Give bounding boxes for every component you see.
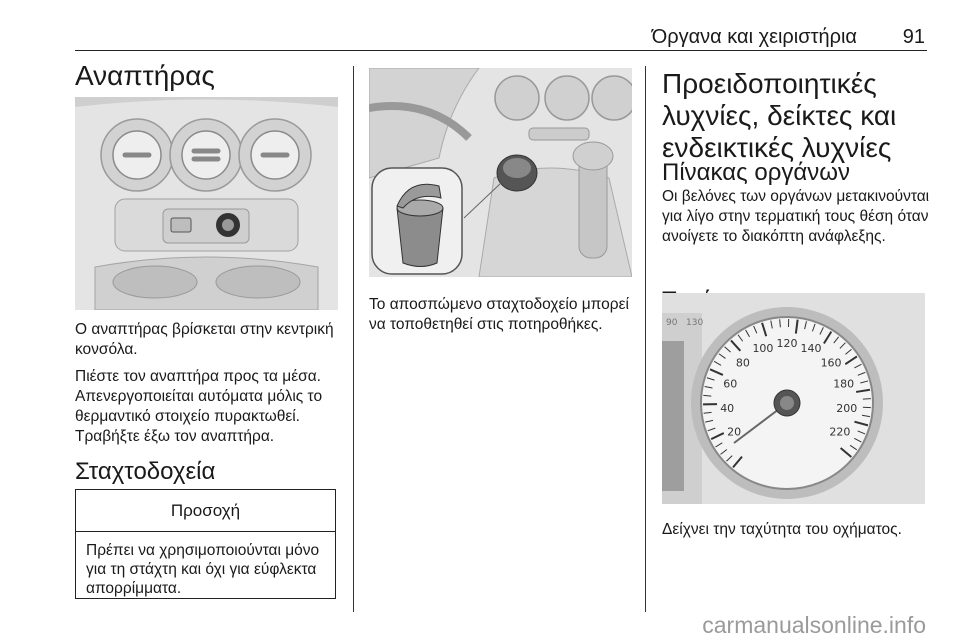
- page-number: 91: [902, 26, 925, 48]
- gauge-label: 80: [735, 356, 750, 370]
- column-divider: [353, 66, 354, 612]
- gauge-label: 160: [820, 356, 842, 370]
- watermark: carmanualsonline.info: [702, 612, 926, 638]
- lighter-location-text: Ο αναπτήρας βρίσκεται στην κεντρική κονσόλα.: [75, 321, 334, 358]
- gauge-label: 200: [836, 401, 858, 415]
- ashtray-drawing: [369, 68, 632, 277]
- gauge-label: 120: [776, 337, 798, 350]
- lighter-usage-text: Πιέστε τον αναπτήρα προς τα μέσα. Απενεργοποιείται αυτόματα μόλις το θερμαντικό στοιχείο πυρακτωθεί. Τραβήξτε έξω τον αναπτήρα.: [75, 368, 323, 445]
- speedometer-drawing: [662, 293, 925, 504]
- column-divider: [645, 66, 646, 612]
- ashtray-heading: Σταχτοδοχεία: [75, 458, 216, 485]
- lighter-drawing: [75, 97, 338, 310]
- small-label: 90: [666, 318, 678, 328]
- instrument-panel-text: Οι βελόνες των οργάνων μετακινούνται για λίγο στην τερματική τους θέση όταν ανοίγετε το διακόπτη ανάφλεξης.: [662, 188, 930, 245]
- gauge-label: 40: [720, 401, 735, 415]
- gauge-label: 60: [723, 377, 738, 391]
- caution-box: [75, 489, 336, 599]
- gauge-label: 180: [833, 377, 855, 391]
- gauge-label: 220: [829, 425, 851, 439]
- instrument-panel-heading: Πίνακας οργάνων: [662, 159, 850, 186]
- ashtray-illustration: [369, 68, 632, 277]
- warning-lights-heading: Προειδοποιητικές λυχνίες, δείκτες και ενδεικτικές λυχνίες: [662, 68, 897, 163]
- page-header: [75, 0, 927, 51]
- gauge-tick: [780, 319, 781, 327]
- section-heading: Αναπτήρας: [75, 60, 215, 91]
- caution-title: Προσοχή: [76, 490, 335, 532]
- speedometer-illustration: [662, 293, 925, 504]
- lighter-illustration: [75, 97, 338, 310]
- gauge-label: 140: [800, 342, 822, 356]
- ashtray-caption: Το αποσπώμενο σταχτοδοχείο μπορεί να τοποθετηθεί στις ποτηροθήκες.: [369, 296, 629, 333]
- gauge-label: 20: [727, 425, 742, 439]
- small-label: 130: [686, 318, 704, 328]
- gauge-label: 100: [752, 342, 774, 356]
- speedometer-caption: Δείχνει την ταχύτητα του οχήματος.: [662, 521, 902, 538]
- header-title: Όργανα και χειριστήρια: [651, 26, 857, 48]
- caution-text: Πρέπει να χρησιμοποιούνται μόνο για τη στάχτη και όχι για εύφλεκτα απορρίμματα.: [86, 542, 320, 597]
